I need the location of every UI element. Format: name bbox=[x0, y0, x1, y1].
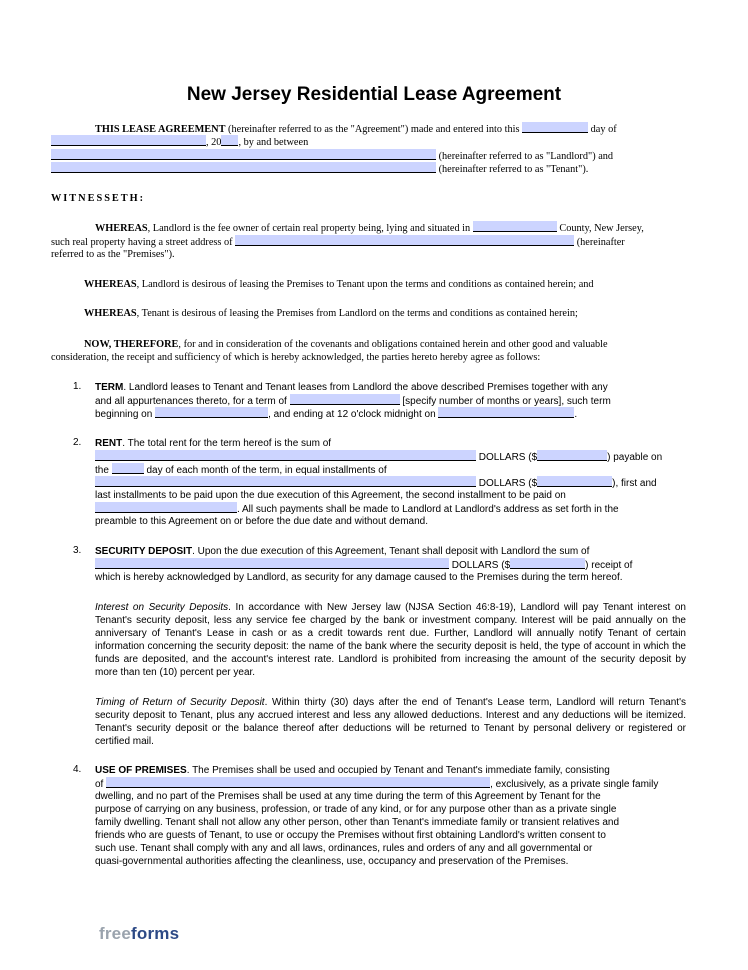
section1-heading: TERM bbox=[95, 382, 124, 393]
installment-amount-field[interactable] bbox=[537, 476, 612, 487]
section4-line-3: dwelling, and no part of the Premises shall be used at any time during the term of this Agreement by Tenant for the bbox=[95, 791, 601, 802]
section2-line-3 bbox=[95, 463, 387, 477]
logo-forms: forms bbox=[131, 924, 180, 943]
now-therefore-line-1 bbox=[84, 338, 608, 351]
beginning-text: beginning on bbox=[95, 409, 153, 420]
whereas3-line bbox=[84, 307, 578, 320]
section4-line-4: purpose of carrying on any business, profession, or trade of any kind, or for any purpose other than as a private single bbox=[95, 804, 617, 815]
section4-heading: USE OF PREMISES bbox=[95, 765, 187, 776]
section3-number: 3. bbox=[73, 545, 82, 556]
now-therefore-text: , for and in consideration of the covenants and obligations contained herein and other good and valuable bbox=[178, 339, 608, 350]
timing-paragraph bbox=[95, 696, 686, 748]
agreement-year-field[interactable] bbox=[221, 135, 238, 146]
section4-number: 4. bbox=[73, 764, 82, 775]
section1-line-1 bbox=[95, 381, 608, 394]
end-date-field[interactable] bbox=[438, 407, 574, 418]
whereas-label: WHEREAS bbox=[84, 308, 137, 319]
dollars-text: DOLLARS ($ bbox=[478, 478, 538, 489]
witnesseth-heading: WITNESSETH: bbox=[51, 193, 146, 204]
installment-words-field[interactable] bbox=[95, 476, 476, 487]
first-and-text: ), first and bbox=[612, 478, 657, 489]
whereas-label: WHEREAS bbox=[95, 223, 148, 234]
section2-line-1 bbox=[95, 437, 331, 450]
street-address-field[interactable] bbox=[235, 235, 574, 246]
section2-number: 2. bbox=[73, 437, 82, 448]
total-rent-amount-field[interactable] bbox=[537, 450, 607, 461]
day-of-text: day of bbox=[588, 124, 617, 135]
section3-line-3: which is hereby acknowledged by Landlord, as security for any damage caused to the Premises during the term hereof. bbox=[95, 572, 623, 583]
installments-text: day of each month of the term, in equal installments of bbox=[146, 465, 387, 476]
section2-line-6 bbox=[95, 502, 619, 516]
intro-line-4 bbox=[51, 162, 588, 176]
section2-line-7: preamble to this Agreement on or before the due date and without demand. bbox=[95, 516, 428, 527]
deposit-amount-field[interactable] bbox=[510, 558, 585, 569]
section1-line-2 bbox=[95, 394, 611, 408]
dollars-text: DOLLARS ($ bbox=[478, 452, 538, 463]
hereinafter-text: (hereinafter bbox=[576, 237, 625, 248]
section3-line-2 bbox=[95, 558, 632, 572]
county-text: County, New Jersey, bbox=[559, 223, 644, 234]
whereas1-text: , Landlord is the fee owner of certain real property being, lying and situated in bbox=[147, 223, 471, 234]
this-lease-label: THIS LEASE AGREEMENT bbox=[95, 124, 226, 135]
receipt-text: ) receipt of bbox=[585, 560, 633, 571]
now-therefore-line-2: consideration, the receipt and sufficiency of which is hereby acknowledged, the parties hereto hereby agree as follows: bbox=[51, 352, 541, 363]
section2-heading: RENT bbox=[95, 438, 123, 449]
county-field[interactable] bbox=[473, 221, 557, 232]
whereas3-text: , Tenant is desirous of leasing the Premises from Landlord on the terms and conditions as contained herein; bbox=[136, 308, 578, 319]
intro-line-3 bbox=[51, 149, 613, 163]
street-address-text: such real property having a street address of bbox=[51, 237, 233, 248]
the-text: the bbox=[95, 465, 109, 476]
landlord-name-field[interactable] bbox=[51, 149, 436, 160]
section3-text: . Upon the due execution of this Agreement, Tenant shall deposit with Landlord the sum of bbox=[192, 546, 590, 557]
section4-line-8: quasi-governmental authorities affecting the cleanliness, use, occupancy and preservation of the Premises. bbox=[95, 856, 569, 867]
landlord-ref: (hereinafter referred to as "Landlord") and bbox=[438, 151, 614, 162]
tenant-ref: (hereinafter referred to as "Tenant"). bbox=[438, 164, 589, 175]
tenant-name-field[interactable] bbox=[51, 162, 436, 173]
payment-address-text: . All such payments shall be made to Landlord at Landlord's address as set forth in the bbox=[237, 504, 619, 515]
timing-text: . Within thirty (30) days after the end of Tenant's Lease term, Landlord will return Tenant's security deposit to Tenant, plus any accrued interest and less any allowed deductions. Interest and any deductions will be itemized. Tenant's security deposit or the balance thereof after deductions will be returned to Tenant by personal delivery or registered or certified mail. bbox=[95, 697, 686, 747]
term-text: and all appurtenances thereto, for a term of bbox=[95, 396, 287, 407]
intro-line-2 bbox=[51, 135, 308, 149]
interest-text: . In accordance with New Jersey law (NJSA Section 46:8-19), Landlord will pay Tenant interest on Tenant's security deposit, less any service fee charged by the bank or investment company. Interest will be paid annually on the anniversary of Tenant's Lease in cash or as a credit towards rent due. Further, Landlord will annually notify Tenant of certain information concerning the security deposit: the name of the bank where the security deposit is held, the type of account in which the funds are deposited, and the account's interest rate. Landlord is prohibited from increasing the amount of the security deposit by more than ten (10) percent per year. bbox=[95, 602, 686, 678]
section3-heading: SECURITY DEPOSIT bbox=[95, 546, 193, 557]
section2-text: . The total rent for the term hereof is the sum of bbox=[122, 438, 332, 449]
deposit-words-field[interactable] bbox=[95, 558, 449, 569]
interest-paragraph bbox=[95, 601, 686, 679]
agreement-month-field[interactable] bbox=[51, 135, 206, 146]
section2-line-2 bbox=[95, 450, 662, 464]
interest-heading: Interest on Security Deposits bbox=[95, 602, 229, 613]
ending-text: , and ending at 12 o'clock midnight on bbox=[268, 409, 436, 420]
lease-term-field[interactable] bbox=[290, 394, 400, 405]
section4-text: . The Premises shall be used and occupied by Tenant and Tenant's immediate family, consisting bbox=[186, 765, 610, 776]
logo-free: free bbox=[99, 924, 131, 943]
whereas-label: WHEREAS bbox=[84, 279, 137, 290]
whereas2-text: , Landlord is desirous of leasing the Premises to Tenant upon the terms and conditions as contained herein; and bbox=[136, 279, 594, 290]
section3-line-1 bbox=[95, 545, 589, 558]
timing-heading: Timing of Return of Security Deposit bbox=[95, 697, 265, 708]
section4-line-2 bbox=[95, 777, 658, 791]
whereas2-line bbox=[84, 278, 594, 291]
section4-line-5: family dwelling. Tenant shall not allow any other person, other than Tenant's immediate family or transient relatives and bbox=[95, 817, 620, 828]
intro-text: (hereinafter referred to as the "Agreement") made and entered into this bbox=[225, 124, 523, 135]
section1-text: . Landlord leases to Tenant and Tenant leases from Landlord the above described Premises together with any bbox=[123, 382, 608, 393]
section1-number: 1. bbox=[73, 381, 82, 392]
exclusively-text: , exclusively, as a private single family bbox=[490, 779, 659, 790]
second-installment-date-field[interactable] bbox=[95, 502, 237, 513]
section4-line-7: such use. Tenant shall comply with any and all laws, ordinances, rules and orders of any and all governmental or bbox=[95, 843, 593, 854]
whereas1-line-2 bbox=[51, 235, 625, 249]
payable-on-text: ) payable on bbox=[607, 452, 663, 463]
start-date-field[interactable] bbox=[155, 407, 268, 418]
of-text: of bbox=[95, 779, 104, 790]
whereas1-line-1 bbox=[95, 221, 644, 235]
by-and-between: , by and between bbox=[238, 137, 309, 148]
intro-line-1 bbox=[95, 122, 617, 136]
year-prefix: , 20 bbox=[206, 137, 222, 148]
document-title: New Jersey Residential Lease Agreement bbox=[186, 84, 562, 105]
section2-line-5: last installments to be paid upon the due execution of this Agreement, the second installment to be paid on bbox=[95, 490, 566, 501]
occupants-field[interactable] bbox=[106, 777, 490, 788]
whereas1-line-3: referred to as the "Premises"). bbox=[51, 249, 175, 260]
period: . bbox=[574, 409, 578, 420]
freeforms-logo bbox=[99, 924, 179, 944]
section1-line-3 bbox=[95, 407, 577, 421]
now-therefore-label: NOW, THEREFORE bbox=[84, 339, 179, 350]
term-spec-text: [specify number of months or years], such term bbox=[402, 396, 611, 407]
rent-due-day-field[interactable] bbox=[112, 463, 144, 474]
agreement-day-field[interactable] bbox=[522, 122, 588, 133]
section4-line-6: friends who are guests of Tenant, to use or occupy the Premises without first obtaining Landlord's written consent to bbox=[95, 830, 606, 841]
section4-line-1 bbox=[95, 764, 610, 777]
total-rent-words-field[interactable] bbox=[95, 450, 476, 461]
dollars-text: DOLLARS ($ bbox=[451, 560, 511, 571]
section2-line-4 bbox=[95, 476, 657, 490]
